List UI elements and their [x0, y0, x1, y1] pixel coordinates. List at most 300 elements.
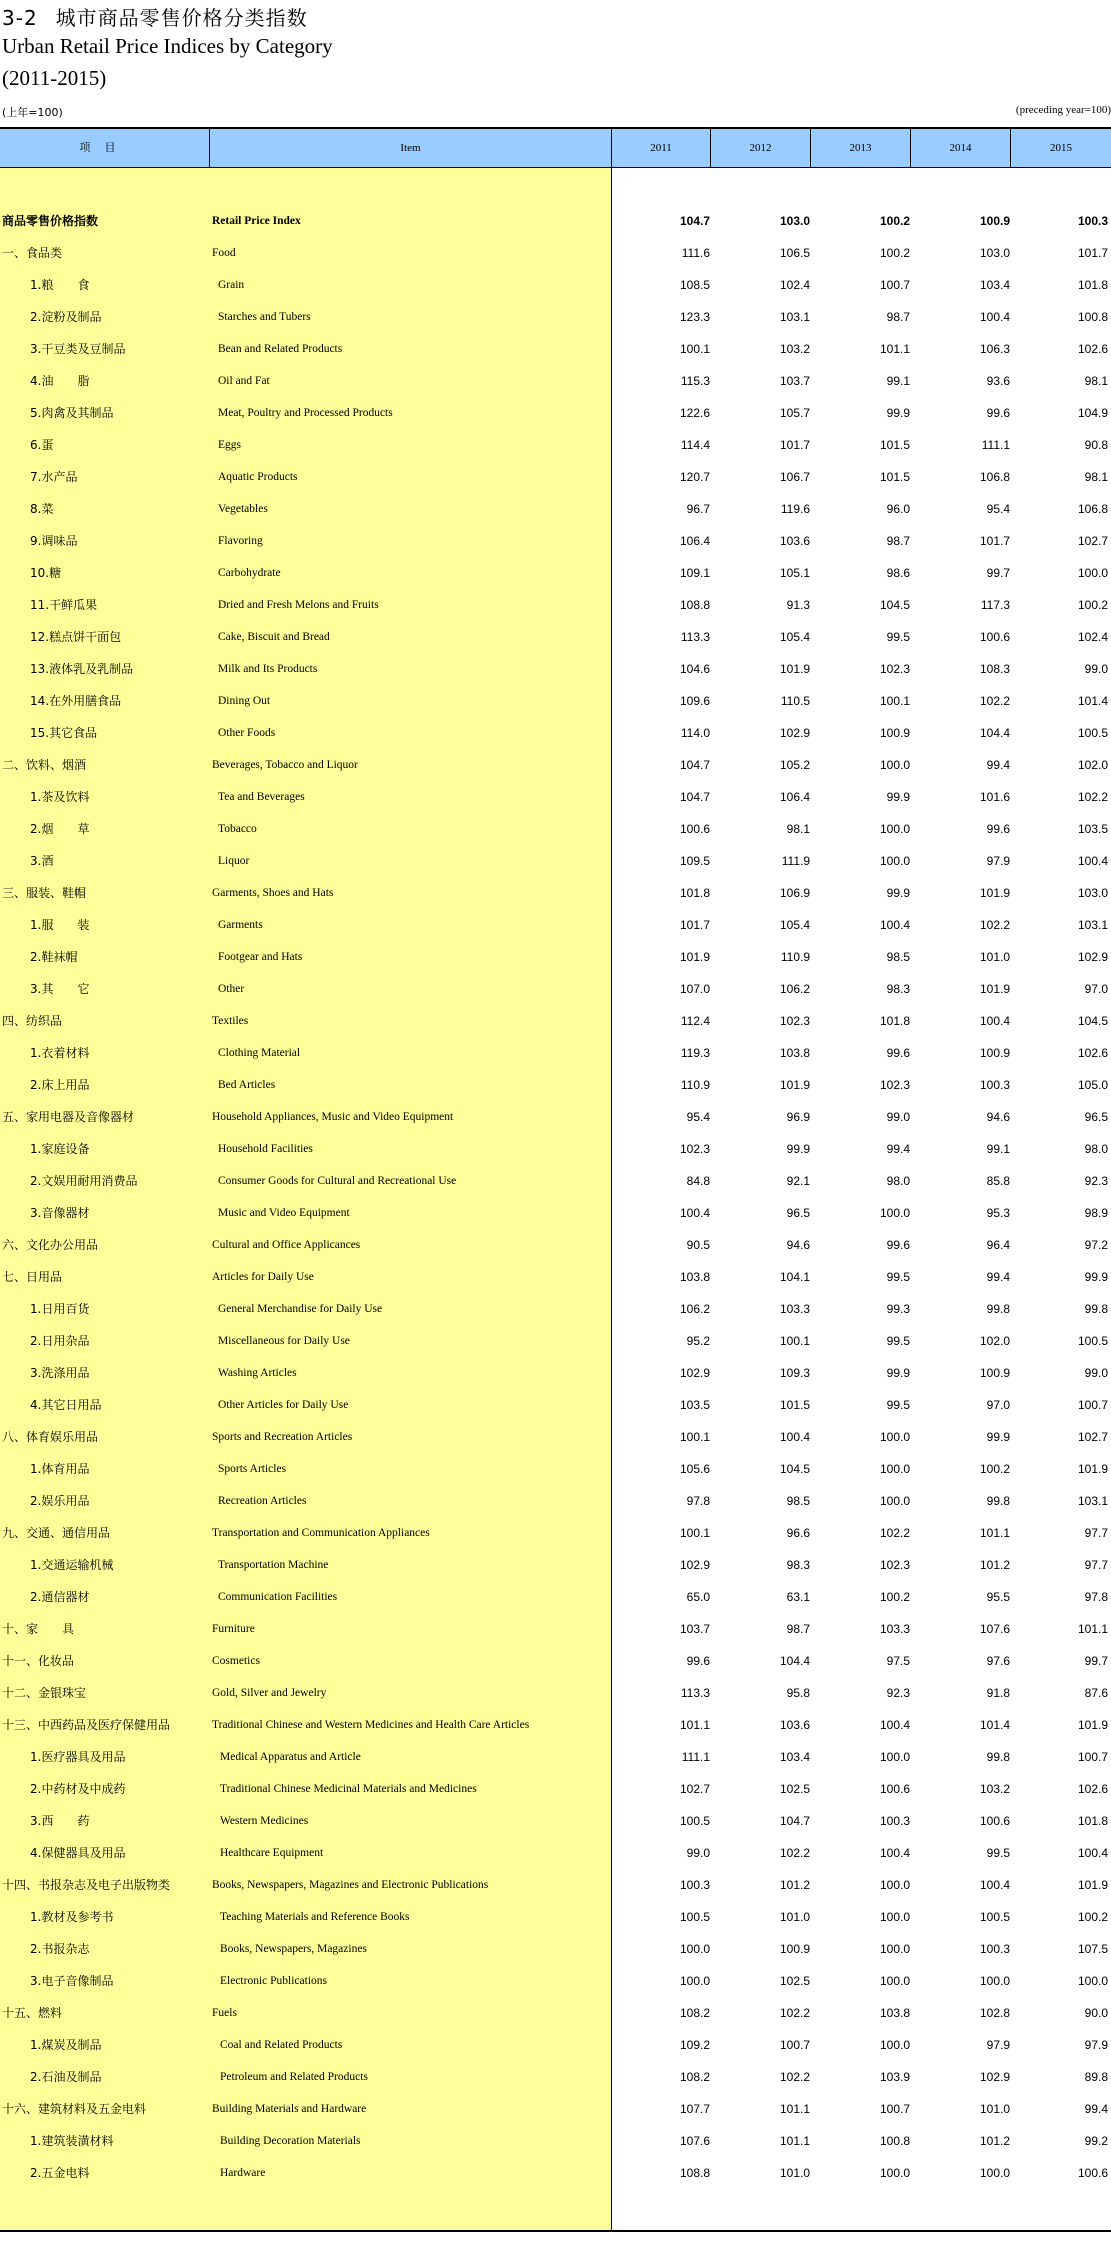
unit-note-chinese: (上年=100): [2, 106, 63, 119]
row-label-en: Retail Price Index: [212, 215, 301, 227]
value-2011: 102.9: [679, 1558, 710, 1572]
value-2014: 93.6: [986, 374, 1010, 388]
row-label-cn: 12.糕点饼干面包: [30, 630, 122, 644]
value-2012: 99.9: [786, 1142, 810, 1156]
value-2014: 91.8: [986, 1686, 1010, 1700]
value-2014: 100.3: [979, 1078, 1010, 1092]
value-2014: 95.5: [986, 1590, 1010, 1604]
table-row: [0, 781, 1111, 813]
value-2013: 100.0: [879, 1942, 910, 1956]
value-2011: 113.3: [680, 1686, 710, 1700]
row-label-cn: 2.鞋袜帽: [30, 950, 78, 964]
table-row: [0, 2061, 1111, 2093]
value-2012: 103.6: [779, 534, 810, 548]
value-2013: 98.5: [886, 950, 910, 964]
header-year: 2014: [911, 129, 1011, 167]
row-label-cn: 八、体育娱乐用品: [2, 1430, 99, 1444]
row-label-en: Medical Apparatus and Article: [220, 1751, 361, 1763]
value-2014: 103.4: [979, 278, 1010, 292]
row-label-en: Eggs: [218, 439, 241, 451]
value-2015: 100.4: [1077, 854, 1108, 868]
value-2012: 100.9: [779, 1942, 810, 1956]
value-2011: 103.5: [679, 1398, 710, 1412]
value-2011: 95.2: [686, 1334, 710, 1348]
value-2015: 97.8: [1084, 1590, 1108, 1604]
value-2015: 102.0: [1077, 758, 1108, 772]
row-label-en: Communication Facilities: [218, 1591, 338, 1603]
value-2015: 100.0: [1077, 1974, 1108, 1988]
row-label-cn: 六、文化办公用品: [2, 1238, 99, 1252]
row-label-cn: 2.烟 草: [30, 822, 90, 836]
value-2012: 104.7: [779, 1814, 810, 1828]
value-2012: 101.0: [779, 2166, 810, 2180]
row-label-en: Other: [218, 983, 245, 995]
table-bottom-rule: [0, 2230, 1111, 2232]
value-2012: 100.4: [779, 1430, 810, 1444]
value-2011: 109.6: [679, 694, 710, 708]
value-2014: 100.2: [979, 1462, 1010, 1476]
row-label-en: Liquor: [218, 855, 250, 867]
value-2014: 100.9: [979, 1046, 1010, 1060]
value-2015: 100.5: [1077, 726, 1108, 740]
value-2012: 105.4: [779, 630, 810, 644]
row-label-cn: 2.石油及制品: [30, 2070, 102, 2084]
value-2013: 100.2: [879, 246, 910, 260]
row-label-cn: 3.音像器材: [30, 1206, 90, 1220]
table-row: [0, 237, 1111, 269]
value-2012: 94.6: [786, 1238, 810, 1252]
table-row: [0, 685, 1111, 717]
value-2011: 109.2: [679, 2038, 710, 2052]
value-2013: 102.3: [879, 1078, 910, 1092]
value-2015: 102.9: [1077, 950, 1108, 964]
row-label-cn: 3.洗涤用品: [30, 1366, 90, 1380]
value-2013: 101.5: [879, 470, 910, 484]
value-2015: 98.1: [1084, 374, 1108, 388]
row-label-en: Bed Articles: [218, 1079, 276, 1091]
value-2011: 122.6: [679, 406, 710, 420]
row-label-cn: 10.糖: [30, 566, 62, 580]
row-label-cn: 十六、建筑材料及五金电料: [2, 2102, 147, 2116]
header-item-en: Item: [210, 129, 612, 167]
value-2014: 100.6: [979, 630, 1010, 644]
row-label-en: Cake, Biscuit and Bread: [218, 631, 330, 643]
value-2014: 102.9: [979, 2070, 1010, 2084]
value-2013: 100.7: [879, 278, 910, 292]
row-label-cn: 2.书报杂志: [30, 1942, 90, 1956]
value-2014: 97.6: [986, 1654, 1010, 1668]
value-2012: 100.1: [779, 1334, 810, 1348]
value-2014: 102.0: [979, 1334, 1010, 1348]
value-2012: 103.7: [779, 374, 810, 388]
value-2013: 99.4: [886, 1142, 910, 1156]
table-row: [0, 1165, 1111, 1197]
value-2015: 101.4: [1077, 694, 1108, 708]
value-2015: 104.9: [1077, 406, 1108, 420]
row-label-cn: 2.淀粉及制品: [30, 310, 102, 324]
title-chinese-text: 城市商品零售价格分类指数: [55, 6, 308, 30]
value-2013: 100.9: [879, 726, 910, 740]
value-2013: 100.0: [879, 1878, 910, 1892]
value-2012: 102.9: [779, 726, 810, 740]
value-2013: 99.6: [886, 1046, 910, 1060]
table-row: [0, 877, 1111, 909]
table-row: [0, 1869, 1111, 1901]
value-2013: 98.7: [886, 310, 910, 324]
value-2015: 102.2: [1077, 790, 1108, 804]
value-2014: 100.5: [979, 1910, 1010, 1924]
value-2013: 101.8: [879, 1014, 910, 1028]
value-2015: 102.7: [1077, 534, 1108, 548]
value-2015: 101.7: [1077, 246, 1108, 260]
value-2012: 102.3: [779, 1014, 810, 1028]
value-2012: 92.1: [786, 1174, 810, 1188]
value-2013: 99.6: [886, 1238, 910, 1252]
value-2011: 108.2: [679, 2006, 710, 2020]
row-label-en: Milk and Its Products: [218, 663, 318, 675]
row-label-en: Clothing Material: [218, 1047, 301, 1059]
value-2012: 105.7: [779, 406, 810, 420]
value-2011: 114.4: [680, 438, 710, 452]
value-2015: 101.8: [1077, 278, 1108, 292]
value-2014: 111.1: [981, 438, 1010, 452]
table-row: [0, 365, 1111, 397]
value-2015: 87.6: [1084, 1686, 1108, 1700]
table-row: [0, 461, 1111, 493]
row-label-en: Dried and Fresh Melons and Fruits: [218, 599, 379, 611]
row-label-en: Garments, Shoes and Hats: [212, 887, 334, 899]
row-label-en: Cosmetics: [212, 1655, 260, 1667]
value-2013: 103.9: [879, 2070, 910, 2084]
row-label-en: Music and Video Equipment: [218, 1207, 350, 1219]
value-2013: 100.0: [879, 1430, 910, 1444]
table-row: [0, 2157, 1111, 2189]
value-2012: 101.9: [779, 1078, 810, 1092]
value-2013: 101.5: [879, 438, 910, 452]
row-label-en: Starches and Tubers: [218, 311, 311, 323]
table-row: [0, 1741, 1111, 1773]
value-2011: 106.2: [679, 1302, 710, 1316]
value-2015: 90.0: [1084, 2006, 1108, 2020]
value-2012: 102.2: [779, 2070, 810, 2084]
value-2014: 101.4: [979, 1718, 1010, 1732]
value-2013: 100.1: [879, 694, 910, 708]
value-2015: 102.6: [1077, 1046, 1108, 1060]
value-2013: 98.6: [886, 566, 910, 580]
row-label-cn: 1.教材及参考书: [30, 1910, 114, 1924]
row-label-cn: 一、食品类: [2, 246, 63, 260]
row-label-en: Vegetables: [218, 503, 268, 515]
table-row: [0, 333, 1111, 365]
value-2012: 104.1: [779, 1270, 810, 1284]
value-2012: 103.1: [779, 310, 810, 324]
row-label-cn: 1.服 装: [30, 918, 90, 932]
row-label-cn: 3.其 它: [30, 982, 90, 996]
value-2011: 103.8: [679, 1270, 710, 1284]
value-2015: 100.2: [1077, 598, 1108, 612]
row-label-cn: 4.油 脂: [30, 374, 90, 388]
value-2015: 99.0: [1084, 1366, 1108, 1380]
row-label-cn: 2.娱乐用品: [30, 1494, 90, 1508]
value-2012: 103.2: [779, 342, 810, 356]
table-row: [0, 621, 1111, 653]
value-2015: 101.9: [1077, 1878, 1108, 1892]
row-label-en: Books, Newspapers, Magazines: [220, 1943, 367, 1955]
value-2015: 97.2: [1084, 1238, 1108, 1252]
value-2014: 85.8: [986, 1174, 1010, 1188]
value-2011: 111.1: [681, 1750, 710, 1764]
value-2015: 100.5: [1077, 1334, 1108, 1348]
value-2012: 91.3: [786, 598, 810, 612]
row-label-cn: 十五、燃料: [2, 2006, 63, 2020]
value-2012: 102.2: [779, 1846, 810, 1860]
value-2011: 105.6: [679, 1462, 710, 1476]
value-2011: 123.3: [679, 310, 710, 324]
value-2013: 98.7: [886, 534, 910, 548]
price-index-table: [0, 127, 1111, 2232]
value-2015: 100.2: [1077, 1910, 1108, 1924]
table-row: [0, 2029, 1111, 2061]
value-2013: 99.5: [886, 1398, 910, 1412]
value-2011: 100.3: [679, 1878, 710, 1892]
value-2013: 100.0: [879, 2038, 910, 2052]
row-label-en: Books, Newspapers, Magazines and Electronic Publications: [212, 1879, 489, 1891]
value-2014: 101.0: [979, 2102, 1010, 2116]
value-2014: 100.9: [979, 1366, 1010, 1380]
table-row: [0, 1773, 1111, 1805]
row-label-en: Washing Articles: [218, 1367, 297, 1379]
table-row: [0, 429, 1111, 461]
value-2011: 108.5: [679, 278, 710, 292]
table-number: 3-2: [2, 6, 38, 30]
value-2015: 99.0: [1084, 662, 1108, 676]
value-2013: 100.0: [879, 2166, 910, 2180]
row-label-en: Other Articles for Daily Use: [218, 1399, 349, 1411]
value-2013: 100.8: [879, 2134, 910, 2148]
value-2012: 98.1: [786, 822, 810, 836]
value-2013: 99.9: [886, 406, 910, 420]
value-2015: 89.8: [1084, 2070, 1108, 2084]
table-row: [0, 1037, 1111, 1069]
title-english: Urban Retail Price Indices by Category: [2, 34, 333, 58]
row-label-en: Grain: [218, 279, 245, 291]
value-2015: 100.0: [1077, 566, 1108, 580]
table-row: [0, 493, 1111, 525]
value-2012: 110.9: [780, 950, 810, 964]
table-row: [0, 1261, 1111, 1293]
table-row: [0, 2125, 1111, 2157]
value-2014: 101.6: [979, 790, 1010, 804]
row-label-cn: 1.茶及饮料: [30, 790, 90, 804]
value-2012: 101.9: [779, 662, 810, 676]
value-2014: 100.9: [979, 214, 1010, 228]
value-2011: 109.1: [679, 566, 710, 580]
value-2011: 107.6: [679, 2134, 710, 2148]
value-2015: 99.8: [1084, 1302, 1108, 1316]
value-2015: 102.6: [1077, 1782, 1108, 1796]
row-label-en: Tobacco: [218, 823, 257, 835]
table-row: [0, 1133, 1111, 1165]
row-label-en: Aquatic Products: [218, 471, 298, 483]
value-2011: 95.4: [686, 1110, 710, 1124]
value-2013: 100.4: [879, 1718, 910, 1732]
row-label-en: Western Medicines: [220, 1815, 309, 1827]
header-item-cn: 项目: [0, 129, 210, 167]
row-label-cn: 7.水产品: [30, 470, 78, 484]
value-2014: 102.8: [979, 2006, 1010, 2020]
value-2014: 100.4: [979, 310, 1010, 324]
value-2012: 105.2: [779, 758, 810, 772]
value-2013: 99.9: [886, 886, 910, 900]
row-label-en: Household Facilities: [218, 1143, 313, 1155]
value-2014: 101.0: [979, 950, 1010, 964]
value-2012: 106.5: [779, 246, 810, 260]
unit-note-english: (preceding year=100): [1015, 104, 1111, 116]
value-2011: 102.7: [679, 1782, 710, 1796]
value-2012: 100.7: [779, 2038, 810, 2052]
row-label-cn: 1.医疗器具及用品: [30, 1750, 126, 1764]
row-label-en: Beverages, Tobacco and Liquor: [212, 759, 358, 771]
value-2014: 100.0: [979, 2166, 1010, 2180]
table-row: [0, 845, 1111, 877]
value-2015: 101.8: [1077, 1814, 1108, 1828]
row-label-cn: 4.保健器具及用品: [30, 1846, 126, 1860]
value-2013: 99.5: [886, 1270, 910, 1284]
value-2014: 117.3: [980, 598, 1010, 612]
value-2011: 100.4: [679, 1206, 710, 1220]
row-label-en: Coal and Related Products: [220, 2039, 343, 2051]
value-2012: 96.5: [786, 1206, 810, 1220]
value-2012: 102.4: [779, 278, 810, 292]
value-2014: 101.2: [979, 2134, 1010, 2148]
value-2011: 100.0: [679, 1974, 710, 1988]
row-label-en: Hardware: [220, 2167, 266, 2179]
table-row: [0, 717, 1111, 749]
value-2011: 104.7: [679, 790, 710, 804]
value-2012: 95.8: [786, 1686, 810, 1700]
value-2015: 105.0: [1077, 1078, 1108, 1092]
value-2015: 100.8: [1077, 310, 1108, 324]
value-2014: 99.4: [986, 758, 1010, 772]
value-2014: 104.4: [979, 726, 1010, 740]
value-2015: 97.7: [1084, 1526, 1108, 1540]
row-label-cn: 1.建筑装潢材料: [30, 2134, 114, 2148]
row-label-en: Fuels: [212, 2007, 237, 2019]
value-2014: 100.4: [979, 1878, 1010, 1892]
value-2011: 99.6: [686, 1654, 710, 1668]
row-label-en: Dining Out: [218, 695, 271, 707]
table-row: [0, 1581, 1111, 1613]
value-2012: 102.5: [779, 1974, 810, 1988]
value-2011: 100.0: [679, 1942, 710, 1956]
value-2014: 99.5: [986, 1846, 1010, 1860]
value-2014: 99.8: [986, 1750, 1010, 1764]
row-label-en: Carbohydrate: [218, 567, 281, 579]
row-label-en: Meat, Poultry and Processed Products: [218, 407, 393, 419]
value-2011: 101.7: [679, 918, 710, 932]
row-label-en: Household Appliances, Music and Video Equipment: [212, 1111, 454, 1123]
table-row: [0, 1805, 1111, 1837]
value-2014: 107.6: [979, 1622, 1010, 1636]
value-2015: 100.6: [1077, 2166, 1108, 2180]
header-year: 2013: [811, 129, 911, 167]
row-label-cn: 四、纺织品: [2, 1014, 63, 1028]
value-2012: 104.5: [779, 1462, 810, 1476]
value-2015: 101.1: [1077, 1622, 1108, 1636]
value-2011: 100.6: [679, 822, 710, 836]
table-row: [0, 1293, 1111, 1325]
table-row: [0, 1325, 1111, 1357]
value-2013: 98.3: [886, 982, 910, 996]
value-2012: 103.8: [779, 1046, 810, 1060]
value-2011: 108.8: [679, 598, 710, 612]
value-2015: 98.1: [1084, 470, 1108, 484]
value-2014: 101.7: [979, 534, 1010, 548]
value-2012: 101.7: [779, 438, 810, 452]
value-2012: 101.1: [779, 2134, 810, 2148]
row-label-cn: 9.调味品: [30, 534, 78, 548]
row-label-cn: 2.中药材及中成药: [30, 1782, 126, 1796]
table-row: [0, 525, 1111, 557]
value-2012: 110.5: [780, 694, 810, 708]
value-2014: 100.3: [979, 1942, 1010, 1956]
value-2011: 101.1: [679, 1718, 710, 1732]
table-row: [0, 941, 1111, 973]
row-label-en: Building Decoration Materials: [220, 2135, 361, 2147]
table-row: [0, 1549, 1111, 1581]
value-2014: 96.4: [986, 1238, 1010, 1252]
row-label-en: Recreation Articles: [218, 1495, 307, 1507]
value-2012: 106.4: [779, 790, 810, 804]
value-2015: 107.5: [1077, 1942, 1108, 1956]
value-2013: 100.0: [879, 1494, 910, 1508]
value-2012: 96.6: [786, 1526, 810, 1540]
value-2011: 100.1: [679, 1526, 710, 1540]
value-2013: 100.0: [879, 1462, 910, 1476]
value-2012: 106.7: [779, 470, 810, 484]
table-row: [0, 973, 1111, 1005]
header-year: 2011: [612, 129, 711, 167]
table-row: [0, 1485, 1111, 1517]
value-2011: 100.1: [679, 342, 710, 356]
table-row: [0, 397, 1111, 429]
value-2015: 99.4: [1084, 2102, 1108, 2116]
value-2011: 90.5: [686, 1238, 710, 1252]
table-row: [0, 653, 1111, 685]
value-2013: 103.3: [879, 1622, 910, 1636]
value-2013: 100.0: [879, 854, 910, 868]
table-row: [0, 1677, 1111, 1709]
value-2013: 100.2: [879, 1590, 910, 1604]
value-2013: 100.0: [879, 758, 910, 772]
table-row: [0, 749, 1111, 781]
table-row: [0, 1517, 1111, 1549]
value-2014: 101.2: [979, 1558, 1010, 1572]
value-2012: 98.7: [786, 1622, 810, 1636]
table-row: [0, 269, 1111, 301]
row-label-cn: 3.干豆类及豆制品: [30, 342, 126, 356]
row-label-en: Traditional Chinese Medicinal Materials and Medicines: [220, 1783, 477, 1795]
table-row: [0, 1069, 1111, 1101]
row-label-en: Garments: [218, 919, 263, 931]
value-2015: 101.9: [1077, 1718, 1108, 1732]
row-label-cn: 2.床上用品: [30, 1078, 90, 1092]
value-2012: 111.9: [781, 854, 810, 868]
value-2013: 99.5: [886, 630, 910, 644]
row-label-cn: 1.交通运输机械: [30, 1558, 114, 1572]
value-2013: 102.2: [879, 1526, 910, 1540]
row-label-cn: 4.其它日用品: [30, 1398, 102, 1412]
